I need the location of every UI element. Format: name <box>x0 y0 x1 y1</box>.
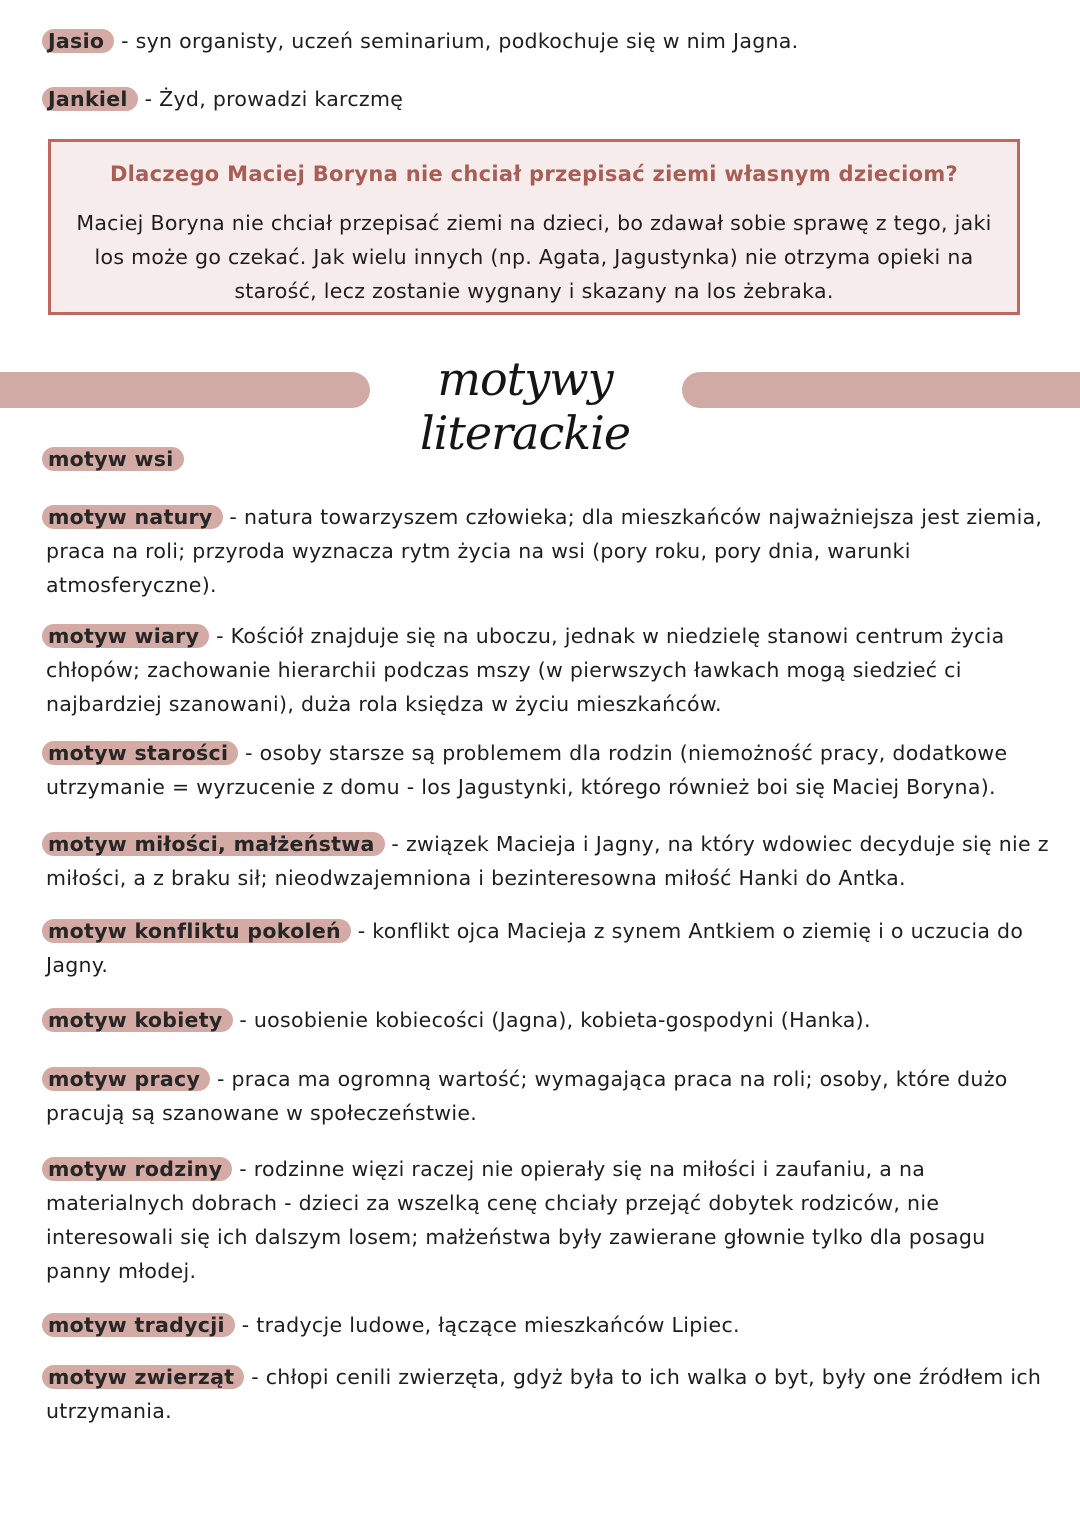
motif-title: motyw miłości, małżeństwa <box>42 832 385 856</box>
motif-text: konflikt ojca Macieja z synem Antkiem o ziemię i o uczucia do <box>372 919 1024 943</box>
motif-natury <box>46 500 1058 602</box>
motif-text: panny młodej. <box>46 1259 197 1283</box>
motif-text: pracują są szanowane w społeczeństwie. <box>46 1101 478 1125</box>
motif-rodziny <box>46 1152 1058 1288</box>
box-answer-line: Maciej Boryna nie chciał przepisać ziemi na dzieci, bo zdawał sobie sprawę z tego, jaki <box>76 211 992 235</box>
character-jasio <box>46 24 1058 58</box>
box-answer <box>69 206 999 308</box>
separator: - <box>229 505 238 529</box>
motif-text: osoby starsze są problemem dla rodzin (niemożność pracy, dodatkowe <box>259 741 1008 765</box>
motif-title: motyw starości <box>42 741 238 765</box>
motif-text: uosobienie kobiecości (Jagna), kobieta-gospodyni (Hanka). <box>253 1008 871 1032</box>
motif-wsi <box>46 442 1058 476</box>
motif-text: tradycje ludowe, łączące mieszkańców Lipiec. <box>256 1313 740 1337</box>
banner-bar-left <box>0 372 370 408</box>
motif-text: najbardziej szanowani), duża rola księdza w życiu mieszkańców. <box>46 692 722 716</box>
character-desc: Żyd, prowadzi karczmę <box>159 87 404 111</box>
character-name: Jankiel <box>42 87 138 111</box>
motif-starosci <box>46 736 1058 804</box>
motif-text: chłopi cenili zwierzęta, gdyż była to ich walka o byt, były one źródłem ich <box>265 1365 1042 1389</box>
separator: - <box>391 832 400 856</box>
motif-text: miłości, a z braku sił; nieodwzajemniona i bezinteresowna miłość Hanki do Antka. <box>46 866 906 890</box>
separator: - <box>245 741 253 765</box>
separator: - <box>251 1365 259 1389</box>
motif-tradycji <box>46 1308 1058 1342</box>
motif-kobiety <box>46 1003 1058 1037</box>
character-desc: syn organisty, uczeń seminarium, podkochuje się w nim Jagna. <box>135 29 799 53</box>
section-title: motywy literackie <box>419 352 631 460</box>
separator: - <box>239 1008 248 1032</box>
motif-title: motyw zwierząt <box>42 1365 244 1389</box>
motif-text: związek Macieja i Jagny, na który wdowiec decyduje się nie z <box>405 832 1049 856</box>
motif-text: utrzymanie = wyrzucenie z domu - los Jagustynki, którego również boi się Maciej Boryna). <box>46 775 996 799</box>
separator: - <box>357 919 366 943</box>
motif-title: motyw tradycji <box>42 1313 235 1337</box>
separator: - <box>239 1157 247 1181</box>
motif-text: praca na roli; przyroda wyznacza rytm życia na wsi (pory roku, pory dnia, warunki <box>46 539 911 563</box>
motif-text: Kościół znajduje się na uboczu, jednak w niedzielę stanowi centrum życia <box>230 624 1005 648</box>
motif-title: motyw pracy <box>42 1067 210 1091</box>
motif-text: interesowali się ich dalszym losem; małżeństwa były zawierane głownie tylko dla posagu <box>46 1225 986 1249</box>
box-answer-line: los może go czekać. Jak wielu innych (np. Agata, Jagustynka) nie otrzyma opieki na <box>94 245 974 269</box>
motif-title: motyw natury <box>42 505 223 529</box>
motif-pracy <box>46 1062 1058 1130</box>
motif-title: motyw kobiety <box>42 1008 233 1032</box>
box-answer-line: starość, lecz zostanie wygnany i skazany na los żebraka. <box>234 279 834 303</box>
motif-wiary <box>46 619 1058 721</box>
separator: - <box>144 87 153 111</box>
motif-title: motyw wsi <box>42 447 184 471</box>
motif-text: rodzinne więzi raczej nie opierały się na miłości i zaufaniu, a na <box>253 1157 926 1181</box>
box-question: Dlaczego Maciej Boryna nie chciał przepisać ziemi własnym dzieciom? <box>109 162 959 186</box>
banner-bar-right <box>682 372 1080 408</box>
motif-title: motyw konfliktu pokoleń <box>42 919 351 943</box>
motif-text: utrzymania. <box>46 1399 172 1423</box>
separator: - <box>121 29 129 53</box>
motif-konfliktu <box>46 914 1058 982</box>
motif-text: chłopów; zachowanie hierarchii podczas mszy (w pierwszych ławkach mogą siedzieć ci <box>46 658 962 682</box>
separator: - <box>216 1067 225 1091</box>
motif-text: praca ma ogromną wartość; wymagająca praca na roli; osoby, które dużo <box>231 1067 1008 1091</box>
motif-zwierzat <box>46 1360 1058 1428</box>
character-name: Jasio <box>42 29 114 53</box>
motif-title: motyw rodziny <box>42 1157 232 1181</box>
separator: - <box>241 1313 250 1337</box>
motif-text: atmosferyczne). <box>46 573 217 597</box>
motif-milosci <box>46 827 1058 895</box>
question-box <box>48 139 1020 315</box>
character-jankiel <box>46 82 1058 116</box>
motif-text: natura towarzyszem człowieka; dla mieszkańców najważniejsza jest ziemia, <box>243 505 1043 529</box>
motif-text: materialnych dobrach - dzieci za wszelką cenę chciały przejąć dobytek rodziców, nie <box>46 1191 940 1215</box>
motif-title: motyw wiary <box>42 624 209 648</box>
motif-text: Jagny. <box>46 953 109 977</box>
separator: - <box>216 624 224 648</box>
